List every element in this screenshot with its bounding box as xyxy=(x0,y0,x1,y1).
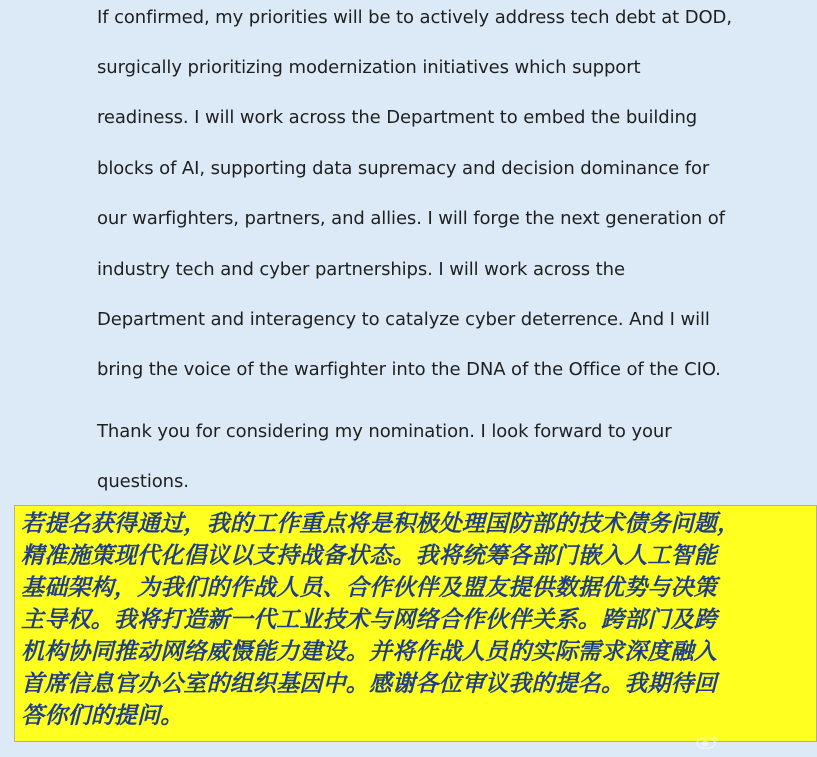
translation-line: 精准施策现代化倡议以支持战备状态。我将统筹各部门嵌入人工智能 xyxy=(21,543,717,569)
translation-line: 若提名获得通过，我的工作重点将是积极处理国防部的技术债务问题， xyxy=(21,511,741,537)
statement-line: our warfighters, partners, and allies. I will forge the next generation of xyxy=(97,208,725,229)
statement-line: surgically prioritizing modernization initiatives which support xyxy=(97,57,641,78)
chinese-translation-highlight xyxy=(14,505,817,742)
statement-line: bring the voice of the warfighter into the DNA of the Office of the CIO. xyxy=(97,359,721,380)
watermark xyxy=(696,732,720,752)
statement-line: If confirmed, my priorities will be to actively address tech debt at DOD, xyxy=(97,7,732,28)
statement-line: industry tech and cyber partnerships. I will work across the xyxy=(97,259,625,280)
translation-line: 答你们的提问。 xyxy=(21,703,184,729)
closing-line: questions. xyxy=(97,471,189,492)
translation-line: 基础架构，为我们的作战人员、合作伙伴及盟友提供数据优势与决策 xyxy=(21,575,717,601)
weibo-logo-icon xyxy=(696,735,720,749)
translation-line: 首席信息官办公室的组织基因中。感谢各位审议我的提名。我期待回 xyxy=(21,671,717,697)
translation-line: 主导权。我将打造新一代工业技术与网络合作伙伴关系。跨部门及跨 xyxy=(21,607,717,633)
translation-line: 机构协同推动网络威慑能力建设。并将作战人员的实际需求深度融入 xyxy=(21,639,717,665)
closing-line: Thank you for considering my nomination. I look forward to your xyxy=(97,421,672,442)
statement-line: blocks of AI, supporting data supremacy and decision dominance for xyxy=(97,158,710,179)
statement-line: readiness. I will work across the Department to embed the building xyxy=(97,107,698,128)
statement-line: Department and interagency to catalyze cyber deterrence. And I will xyxy=(97,309,710,330)
